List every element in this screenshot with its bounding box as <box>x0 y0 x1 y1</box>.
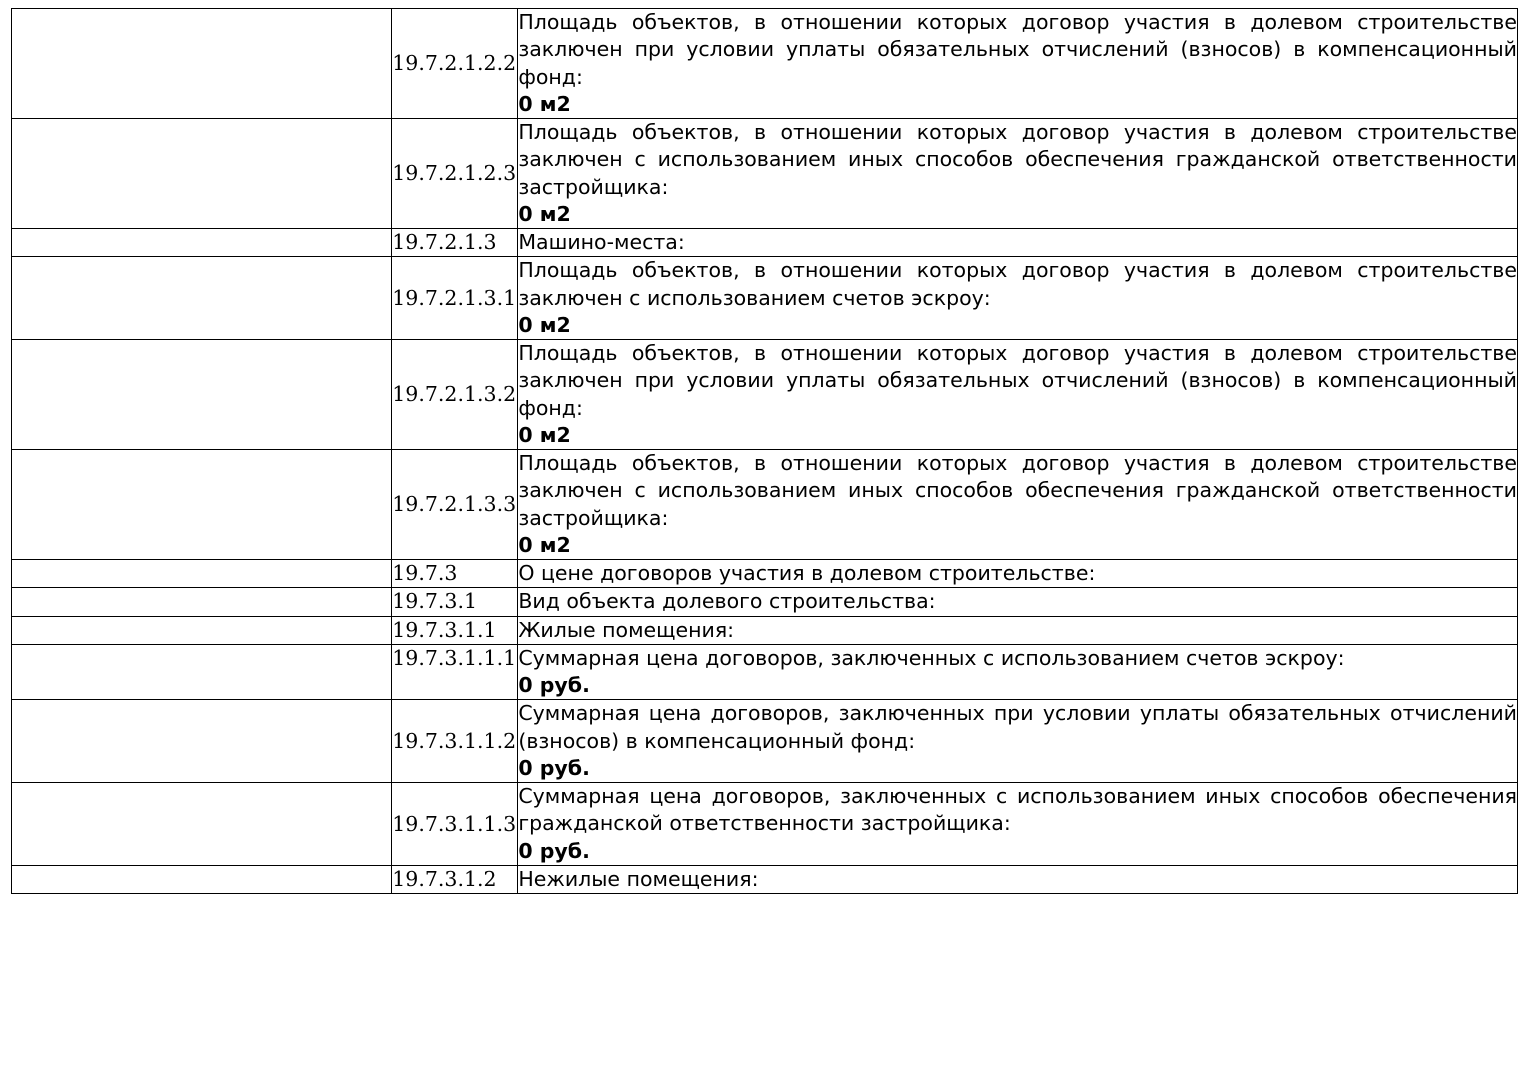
row-text-cell <box>518 616 1518 644</box>
table-row <box>12 644 1518 700</box>
row-code-cell <box>392 450 518 560</box>
row-text-line: заключен с использованием иных способов обеспечения гражданской ответственности <box>518 147 1517 172</box>
row-text-cell <box>518 9 1518 119</box>
row-code: 19.7.3.1.1.1 <box>392 645 517 670</box>
row-code: 19.7.3.1.1 <box>392 617 497 642</box>
row-text-line: застройщика: <box>518 174 669 199</box>
row-code-cell <box>392 588 518 616</box>
row-code-cell <box>392 644 518 700</box>
row-code-cell <box>392 340 518 450</box>
row-code: 19.7.2.1.3.2 <box>392 382 517 407</box>
row-value: 0 м2 <box>518 91 571 116</box>
row-marker-cell <box>12 783 392 866</box>
row-text-cell <box>518 257 1518 340</box>
row-marker-cell <box>12 340 392 450</box>
row-code-cell <box>392 865 518 893</box>
row-code: 19.7.3.1.1.2 <box>392 729 517 753</box>
row-code: 19.7.2.1.2.3 <box>392 161 517 186</box>
row-text-line: заключен при условии уплаты обязательных отчислений (взносов) в компенсационный <box>518 37 1517 62</box>
row-text-line: Площадь объектов, в отношении которых договор участия в долевом строительстве <box>518 10 1517 34</box>
document-table <box>11 8 1518 894</box>
row-text-line: Площадь объектов, в отношении которых договор участия в долевом строительстве <box>518 341 1517 365</box>
row-value: 0 руб. <box>518 755 590 780</box>
row-text-cell <box>518 450 1518 560</box>
row-code: 19.7.2.1.3 <box>392 230 497 254</box>
row-value: 0 руб. <box>518 838 590 863</box>
row-text-line: гражданской ответственности застройщика: <box>518 811 1011 836</box>
row-text-cell <box>518 588 1518 616</box>
row-value: 0 м2 <box>518 422 571 447</box>
row-text-line: (взносов) в компенсационный фонд: <box>518 728 916 753</box>
row-text-line: заключен при условии уплаты обязательных отчислений (взносов) в компенсационный <box>518 368 1517 393</box>
row-text-line: Машино-места: <box>518 230 685 254</box>
row-text-line: Суммарная цена договоров, заключенных при условии уплаты обязательных отчислений <box>518 701 1517 726</box>
row-text-cell <box>518 865 1518 893</box>
row-code-cell <box>392 9 518 119</box>
table-row <box>12 783 1518 866</box>
table-row <box>12 257 1518 340</box>
table-row <box>12 560 1518 588</box>
row-code: 19.7.2.1.2.2 <box>392 51 517 76</box>
row-text-line: фонд: <box>518 395 583 420</box>
row-code-cell <box>392 700 518 783</box>
row-code: 19.7.2.1.3.3 <box>392 492 517 517</box>
row-code-cell <box>392 229 518 257</box>
row-text-cell <box>518 340 1518 450</box>
row-marker-cell <box>12 560 392 588</box>
row-marker-cell <box>12 257 392 340</box>
row-code-cell <box>392 616 518 644</box>
table-row <box>12 865 1518 893</box>
table-row <box>12 340 1518 450</box>
row-marker-cell <box>12 616 392 644</box>
row-code: 19.7.2.1.3.1 <box>392 286 517 310</box>
row-value: 0 м2 <box>518 532 571 557</box>
row-text-line: Суммарная цена договоров, заключенных с использованием иных способов обеспечения <box>518 784 1517 808</box>
table-row <box>12 119 1518 229</box>
row-code: 19.7.3.1.1.3 <box>392 811 517 836</box>
row-text-line: Суммарная цена договоров, заключенных с использованием счетов эскроу: <box>518 645 1345 670</box>
row-text-line: Площадь объектов, в отношении которых договор участия в долевом строительстве <box>518 258 1517 283</box>
row-text-cell <box>518 560 1518 588</box>
table-row <box>12 588 1518 616</box>
row-marker-cell <box>12 229 392 257</box>
row-text-cell <box>518 700 1518 783</box>
row-text-cell <box>518 644 1518 700</box>
row-code-cell <box>392 257 518 340</box>
row-code-cell <box>392 783 518 866</box>
row-code: 19.7.3.1.2 <box>392 866 497 891</box>
table-row <box>12 700 1518 783</box>
row-text-line: застройщика: <box>518 505 669 530</box>
row-code: 19.7.3 <box>392 561 458 585</box>
table-row <box>12 9 1518 119</box>
row-text-line: заключен с использованием счетов эскроу: <box>518 285 991 310</box>
row-code: 19.7.3.1 <box>392 589 478 614</box>
row-marker-cell <box>12 644 392 700</box>
table-row <box>12 450 1518 560</box>
row-text-cell <box>518 229 1518 257</box>
table-row <box>12 229 1518 257</box>
row-text-line: заключен с использованием иных способов обеспечения гражданской ответственности <box>518 478 1517 503</box>
row-text-line: Площадь объектов, в отношении которых договор участия в долевом строительстве <box>518 120 1517 144</box>
row-marker-cell <box>12 450 392 560</box>
row-value: 0 м2 <box>518 201 571 226</box>
row-code-cell <box>392 119 518 229</box>
table-row <box>12 616 1518 644</box>
row-text-cell <box>518 119 1518 229</box>
row-text-line: Жилые помещения: <box>518 617 735 642</box>
row-marker-cell <box>12 588 392 616</box>
row-text-cell <box>518 783 1518 866</box>
table-body <box>12 9 1518 894</box>
row-marker-cell <box>12 9 392 119</box>
row-text-line: Нежилые помещения: <box>518 866 759 891</box>
row-code-cell <box>392 560 518 588</box>
row-value: 0 м2 <box>518 312 571 337</box>
row-marker-cell <box>12 865 392 893</box>
row-value: 0 руб. <box>518 673 590 697</box>
row-marker-cell <box>12 700 392 783</box>
row-text-line: Вид объекта долевого строительства: <box>518 589 936 614</box>
row-text-line: фонд: <box>518 64 583 89</box>
row-text-line: Площадь объектов, в отношении которых договор участия в долевом строительстве <box>518 451 1517 475</box>
row-marker-cell <box>12 119 392 229</box>
row-text-line: О цене договоров участия в долевом строительстве: <box>518 561 1096 585</box>
